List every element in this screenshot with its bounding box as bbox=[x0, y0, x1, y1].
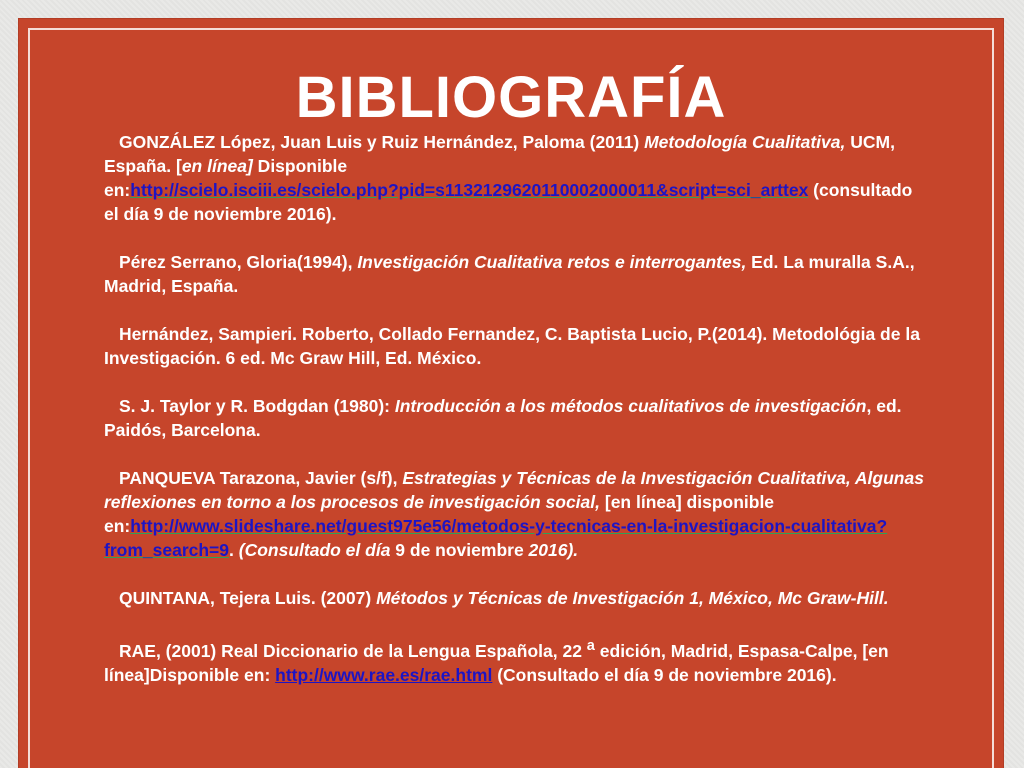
reference-text: (consultado el día 9 de noviembre 2016). bbox=[104, 180, 913, 224]
reference-perez-serrano bbox=[104, 250, 928, 298]
reference-quintana bbox=[104, 586, 928, 610]
reference-text: Disponible en: bbox=[104, 156, 348, 200]
reference-text: (Consultado el día 9 de noviembre 2016). bbox=[492, 664, 837, 685]
reference-title: Metodología Cualitativa, bbox=[644, 132, 846, 152]
reference-text: Pérez Serrano, Gloria(1994), bbox=[119, 252, 358, 272]
reference-text: RAE, (2001) Real Diccionario de la Lengua Española, 22 bbox=[119, 640, 587, 661]
reference-rae bbox=[104, 634, 928, 687]
reference-text: en línea] bbox=[181, 156, 253, 176]
reference-text: S. J. Taylor y R. Bodgdan (1980): bbox=[119, 396, 395, 416]
reference-text: (Consultado el día bbox=[238, 540, 391, 560]
slide-title: BIBLIOGRAFÍA bbox=[295, 65, 727, 130]
rae-link[interactable]: http://www.rae.es/rae.html bbox=[275, 664, 493, 685]
reference-title: Introducción a los métodos cualitativos de investigación bbox=[394, 396, 867, 416]
reference-text: PANQUEVA Tarazona, Javier (s/f), bbox=[119, 468, 403, 488]
slideshare-link[interactable]: http://www.slideshare.net/guest975e56/metodos-y-tecnicas-en-la-investigacion-cualitativa?from_search=9 bbox=[104, 516, 888, 560]
reference-text: Hernández, Sampieri. Roberto, Collado Fernandez, C. Baptista Lucio, P.(2014). Metodológia de la Investigación. 6 ed. Mc Graw Hill, Ed. México. bbox=[104, 324, 920, 368]
reference-title: Métodos y Técnicas de Investigación 1, México, Mc Graw-Hill. bbox=[376, 588, 889, 608]
reference-text: 9 de noviembre bbox=[390, 540, 529, 560]
reference-text: . bbox=[229, 540, 239, 560]
reference-panqueva bbox=[104, 466, 928, 562]
reference-text: QUINTANA, Tejera Luis. (2007) bbox=[119, 588, 377, 608]
reference-gonzalez bbox=[104, 130, 928, 226]
reference-text: [en línea] disponible en: bbox=[104, 492, 775, 536]
scielo-link[interactable]: http://scielo.isciii.es/scielo.php?pid=s1132129620110002000011&script=sci_arttex bbox=[130, 180, 809, 200]
reference-text: edición, Madrid, Espasa-Calpe, [en línea]Disponible en: bbox=[104, 640, 889, 685]
reference-title: Estrategias y Técnicas de la Investigación Cualitativa, Algunas reflexiones en torno a los procesos de investigación social, bbox=[104, 468, 924, 512]
bibliography-list bbox=[104, 130, 928, 711]
reference-text: GONZÁLEZ López, Juan Luis y Ruiz Hernández, Paloma (2011) bbox=[119, 132, 645, 152]
reference-text: 2016). bbox=[528, 540, 579, 560]
reference-title: Investigación Cualitativa retos e interrogantes, bbox=[357, 252, 747, 272]
reference-text: Ed. La muralla S.A., Madrid, España. bbox=[104, 252, 915, 296]
edition-superscript: a bbox=[586, 638, 595, 654]
reference-hernandez-sampieri bbox=[104, 322, 928, 370]
slide bbox=[18, 18, 1004, 768]
reference-text: UCM, España. [ bbox=[104, 132, 895, 176]
reference-text: , ed. Paidós, Barcelona. bbox=[104, 396, 902, 440]
reference-taylor-bogdan bbox=[104, 394, 928, 442]
